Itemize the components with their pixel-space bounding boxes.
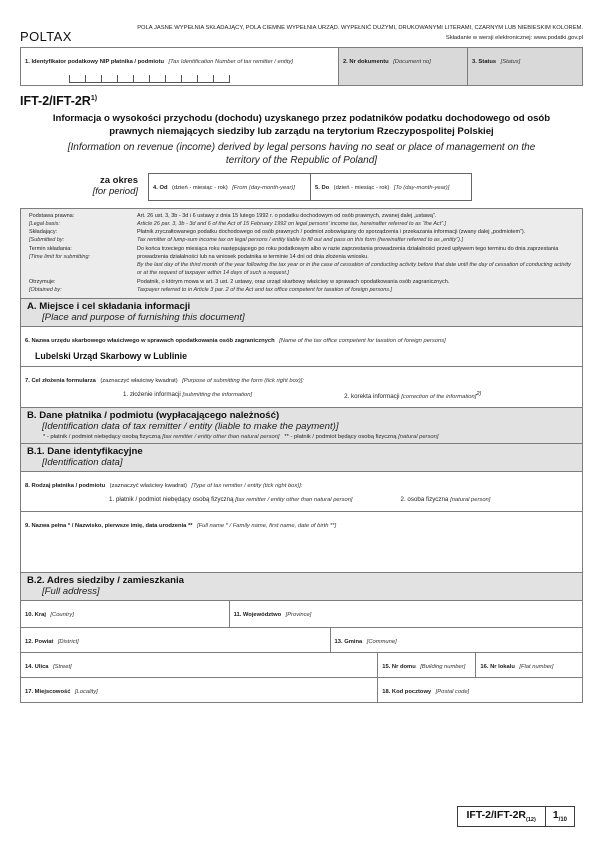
nip-field[interactable] (21, 48, 338, 85)
status-field (467, 48, 582, 85)
province-label: 11. Województwo (233, 612, 282, 619)
period-to-label: 5. Do (315, 184, 330, 191)
legal-deadline-label-pl: Termin składania: (29, 245, 72, 252)
purpose-correction-footnote: 2) (476, 391, 482, 398)
footer-form-code-sub: (12) (526, 817, 536, 824)
address-row-1 (21, 601, 582, 628)
street-label: 14. Ulica (25, 664, 49, 671)
legal-row-basis (29, 212, 576, 229)
remitter-type-field (21, 472, 582, 512)
purpose-label-en: [Purpose of submitting the form (tick right box)]: (182, 378, 304, 385)
period-block (20, 173, 583, 201)
section-b-note1-pl: * - płatnik / podmiot niebędący osobą fizyczną (43, 434, 161, 441)
period-label-en: [for period] (92, 185, 138, 197)
postal-code-label-en: [Postal code] (435, 689, 470, 696)
country-field[interactable] (21, 601, 229, 627)
form-code: IFT-$2/IFT-2R^{1)}$ (20, 93, 98, 108)
tax-office-label: 6. Nazwa urzędu skarbowego właściwego w sprawach opodatkowania osób zagranicznych (25, 338, 275, 345)
form-title-pl: Informacja o wysokości przychodu (dochodu) uzyskanego przez podatników podatku dochodowego od osób prawnych niemających siedziby lub zarządu na terytorium Rzeczypospolitej Polskiej (52, 112, 551, 137)
period-from-label-en: [From (day-month-year)] (232, 184, 295, 191)
district-label: 12. Powiat (25, 639, 54, 646)
page-footer-box (457, 806, 575, 827)
section-a-header (21, 299, 582, 327)
legal-row-recipient (29, 278, 576, 295)
building-number-label-en: [Building number] (420, 664, 466, 671)
tax-office-field[interactable] (21, 327, 582, 367)
province-label-en: [Province] (285, 612, 312, 619)
status-label-en: [Status] (500, 58, 521, 65)
legal-basis-label-pl: Podstawa prawna: (29, 212, 75, 219)
identification-row (20, 47, 583, 86)
section-b2-header (21, 573, 582, 601)
section-b-note1-en: [tax remitter / entity other than natural person] (162, 434, 280, 441)
period-to-label-en: [To (day-month-year)] (393, 184, 450, 191)
full-name-label: 9. Nazwa pełna * / Nazwisko, pierwsze imię, data urodzenia ** (25, 523, 193, 530)
legal-deadline-text-en: By the last day of the third month of the year following the tax year or in the case of cessation of conducting activity before that date until the day of cessation of conducting activity or at the request of taxpayer within 14 days of such a request.] (137, 262, 571, 277)
legal-basis-text-en: Article 26 par. 3, 3b - 3d and 6 of the Act of 15 February 1992 on legal persons’ income tax, hereinafter referred to as “the Act”.] (137, 220, 447, 227)
commune-label-en: [Commune] (366, 639, 397, 646)
remitter-type-option-natural-person[interactable]: 2. osoba fizyczna [natural person] (400, 496, 491, 504)
fill-instructions-line1: POLA JASNE WYPEŁNIA SKŁADAJĄCY, POLA CIEMNE WYPEŁNIA URZĄD. WYPEŁNIĆ DUŻYMI, DRUKOWANYMI LITERAMI, CZARNYM LUB NIEBIESKIM KOLOREM. (137, 25, 583, 31)
flat-number-field[interactable] (475, 653, 582, 677)
building-number-label: 15. Nr domu (382, 664, 416, 671)
flat-number-label-en: [Flat number] (519, 664, 554, 671)
legal-basis-text-pl: Art. 26 ust. 3, 3b - 3d i 6 ustawy z dnia 15 lutego 1992 r. o podatku dochodowym od osób prawnych, zwanej dalej „ustawą”. (137, 212, 437, 219)
address-row-4 (21, 678, 582, 702)
period-box (148, 173, 472, 201)
full-name-label-en: [Full name * / Family name, first name, date of birth **] (196, 523, 337, 530)
section-a-title-en: [Place and purpose of furnishing this document] (42, 312, 245, 324)
section-b2-title-en: [Full address] (42, 586, 100, 598)
legal-row-submitter (29, 228, 576, 245)
section-b-header (21, 408, 582, 444)
legal-submitter-text-en: Tax remitter of lump-sum income tax on legal persons / entity liable to fill out and pass on this form (hereinafter referred to as „entity”).] (137, 237, 463, 244)
period-label-pl: za okres (99, 174, 138, 186)
section-b-title-en: [Identification data of tax remitter / entity (liable to make the payment)] (42, 421, 339, 433)
period-from-label: 4. Od (153, 184, 168, 191)
street-field[interactable] (21, 653, 377, 677)
street-label-en: [Street] (52, 664, 72, 671)
period-to-field[interactable] (310, 174, 471, 200)
district-label-en: [District] (57, 639, 79, 646)
footer-page-total: /10 (558, 817, 567, 824)
purpose-option-correction[interactable]: 2. korekta informacji [correction of the information]$^{2)}$ (344, 391, 482, 401)
legal-deadline-text-pl: Do końca trzeciego miesiąca roku następującego po roku podatkowym albo w razie zaprzestania prowadzenia działalności przed upływem tego terminu do dnia zaprzestania prowadzenia działalności lub na wniosek podatnika w terminie 14 dni od dnia złożenia wniosku. (137, 245, 559, 260)
fill-instructions-line2: Składanie w wersji elektronicznej: www.podatki.gov.pl (445, 34, 583, 41)
address-row-2 (21, 628, 582, 653)
remitter-type-label-en: [Type of tax remitter / entity (tick right box)]: (191, 483, 303, 490)
legal-recipient-text-en: Taxpayer referred to in Article 3 par. 2 of the Act and tax office competent for taxation of foreign persons.] (137, 286, 393, 293)
section-b1-title-pl: B.1. Dane identyfikacyjne (27, 446, 143, 458)
commune-label: 13. Gmina (334, 639, 363, 646)
legal-submitter-label-pl: Składający: (29, 229, 58, 236)
footer-form-code: IFT-$2/IFT-2R_{(12)}$ (458, 807, 546, 826)
fill-instructions (137, 24, 583, 44)
section-b-note2-en: [natural person] (398, 434, 439, 441)
period-to-hint: (dzień - miesiąc - rok) (333, 184, 390, 191)
section-b2-title-pl: B.2. Adres siedziby / zamieszkania (27, 575, 184, 587)
building-number-field[interactable] (377, 653, 475, 677)
address-row-3 (21, 653, 582, 678)
legal-deadline-label-en: [Time limit for submitting: (29, 253, 91, 260)
tax-office-label-en: [Name of the tax office competent for taxation of foreign persons] (279, 338, 446, 345)
section-b1-title-en: [Identification data] (42, 457, 123, 469)
legal-recipient-text-pl: Podatnik, o którym mowa w art. 3 ust. 2 ustawy, oraz urząd skarbowy właściwy w sprawach opodatkowania osób zagranicznych. (137, 278, 450, 285)
legal-row-deadline (29, 245, 576, 278)
legal-submitter-text-pl: Płatnik zryczałtowanego podatku dochodowego od osób prawnych / podmiot zobowiązany do sporządzenia i przekazania informacji (zwany dalej „podmiotem”). (137, 229, 526, 236)
purpose-label: 7. Cel złożenia formularza (25, 378, 96, 385)
legal-basis-block (21, 209, 582, 300)
locality-field[interactable] (21, 678, 377, 702)
district-field[interactable] (21, 628, 330, 652)
footer-page-number: $1_{/10}$ (552, 809, 567, 824)
section-b-note2-pl: ** - płatnik / podmiot będący osobą fizyczną (284, 434, 397, 441)
purpose-field (21, 367, 582, 408)
locality-label-en: [Locality] (74, 689, 98, 696)
remitter-type-option-legal-entity[interactable]: 1. płatnik / podmiot niebędący osobą fizyczną [tax remitter / entity other than natural person] (109, 496, 353, 504)
postal-code-label: 18. Kod pocztowy (382, 689, 432, 696)
document-number-label-en: [Document no] (393, 58, 431, 65)
purpose-hint: (zaznaczyć właściwy kwadrat) (100, 378, 178, 385)
form-title-en: [Information on revenue (income) derived by legal persons having no seat or place of management on the territory of the Republic of Poland] (67, 141, 536, 166)
poltax-logo: POLTAX (20, 28, 72, 44)
nip-digit-comb[interactable] (69, 75, 334, 83)
document-number-label: 2. Nr dokumentu (342, 58, 389, 65)
remitter-type-hint: (zaznaczyć właściwy kwadrat) (109, 483, 187, 490)
tax-office-value[interactable]: Lubelski Urząd Skarbowy w Lublinie (35, 351, 188, 362)
form-code-footnote: 1) (90, 94, 98, 102)
legal-recipient-label-pl: Otrzymuje: (29, 278, 56, 285)
legal-recipient-label-en: [Obtained by: (29, 286, 62, 293)
period-from-hint: (dzień - miesiąc - rok) (171, 184, 228, 191)
nip-field-label: 1. Identyfikator podatkowy NIP płatnika / podmiotu (25, 58, 165, 65)
legal-submitter-label-en: [Submitted by: (29, 237, 65, 244)
full-name-field[interactable] (21, 512, 582, 573)
legal-basis-label-en: [Legal basis: (29, 220, 60, 227)
period-from-field[interactable] (149, 174, 310, 200)
top-bar (20, 24, 583, 44)
section-b1-header (21, 444, 582, 472)
document-number-field (338, 48, 467, 85)
remitter-type-label: 8. Rodzaj płatnika / podmiotu (25, 483, 106, 490)
country-label: 10. Kraj (25, 612, 46, 619)
section-a-title-pl: A. Miejsce i cel składania informacji (27, 301, 191, 313)
flat-number-label: 16. Nr lokalu (480, 664, 515, 671)
commune-field[interactable] (330, 628, 582, 652)
nip-field-label-en: [Tax Identification Number of tax remitter / entity] (168, 58, 293, 65)
period-label (20, 173, 148, 201)
country-label-en: [Country] (50, 612, 74, 619)
section-b-note (27, 434, 576, 440)
postal-code-field[interactable] (377, 678, 582, 702)
locality-label: 17. Miejscowość (25, 689, 71, 696)
section-b-title-pl: B. Dane płatnika / podmiotu (wypłacającego należność) (27, 410, 280, 422)
form-body (20, 208, 583, 704)
status-label: 3. Status (471, 58, 497, 65)
province-field[interactable] (229, 601, 582, 627)
purpose-option-submission[interactable]: 1. złożenie informacji [submitting the information] (123, 391, 253, 399)
